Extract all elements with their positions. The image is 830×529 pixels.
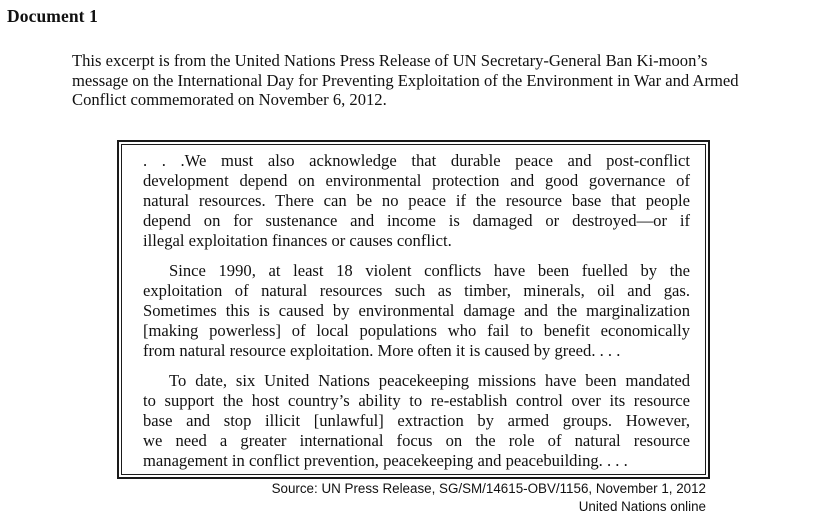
- quote-line: from natural resource exploitation. More often it is caused by greed. . . .: [143, 341, 621, 360]
- quote-line: to support the host country’s ability to re-establish control over its resource: [143, 391, 690, 410]
- quote-paragraph-3: [143, 371, 690, 471]
- quote-paragraph-1: [143, 151, 690, 251]
- quote-line: depend on for sustenance and income is damaged or destroyed—or if: [143, 211, 690, 230]
- intro-line: Conflict commemorated on November 6, 2012.: [72, 90, 387, 110]
- quote-box: [117, 140, 710, 479]
- quote-box-inner-border: [121, 144, 706, 475]
- document-heading: Document 1: [7, 6, 98, 26]
- intro-line: This excerpt is from the United Nations Press Release of UN Secretary-General Ban Ki-moon’s: [72, 51, 708, 70]
- source-line: United Nations online: [578, 498, 706, 514]
- quote-line: management in conflict prevention, peacekeeping and peacebuilding. . . .: [143, 451, 628, 470]
- intro-paragraph: [72, 51, 822, 110]
- quote-line: exploitation of natural resources such as timber, minerals, oil and gas.: [143, 281, 690, 300]
- quote-line: Sometimes this is caused by environmental damage and the marginalization: [143, 301, 690, 320]
- quote-line: Since 1990, at least 18 violent conflicts have been fuelled by the: [169, 261, 690, 280]
- quote-line: natural resources. There can be no peace if the resource base that people: [143, 191, 690, 210]
- source-line: Source: UN Press Release, SG/SM/14615-OBV/1156, November 1, 2012: [271, 481, 706, 496]
- quote-paragraph-2: [143, 261, 690, 361]
- intro-line: message on the International Day for Preventing Exploitation of the Environment in War and Armed: [72, 70, 739, 90]
- quote-line: we need a greater international focus on the role of natural resource: [143, 431, 690, 450]
- quote-line: . . .We must also acknowledge that durable peace and post-conflict: [143, 151, 690, 170]
- quote-line: [making powerless] of local populations who fail to benefit economically: [143, 321, 690, 340]
- quote-line: To date, six United Nations peacekeeping missions have been mandated: [169, 371, 690, 390]
- quote-line: illegal exploitation finances or causes conflict.: [143, 231, 452, 250]
- source-citation: [272, 480, 706, 515]
- quote-line: base and stop illicit [unlawful] extraction by armed groups. However,: [143, 411, 690, 430]
- quote-line: development depend on environmental protection and good governance of: [143, 171, 690, 190]
- quote-text: [143, 151, 690, 481]
